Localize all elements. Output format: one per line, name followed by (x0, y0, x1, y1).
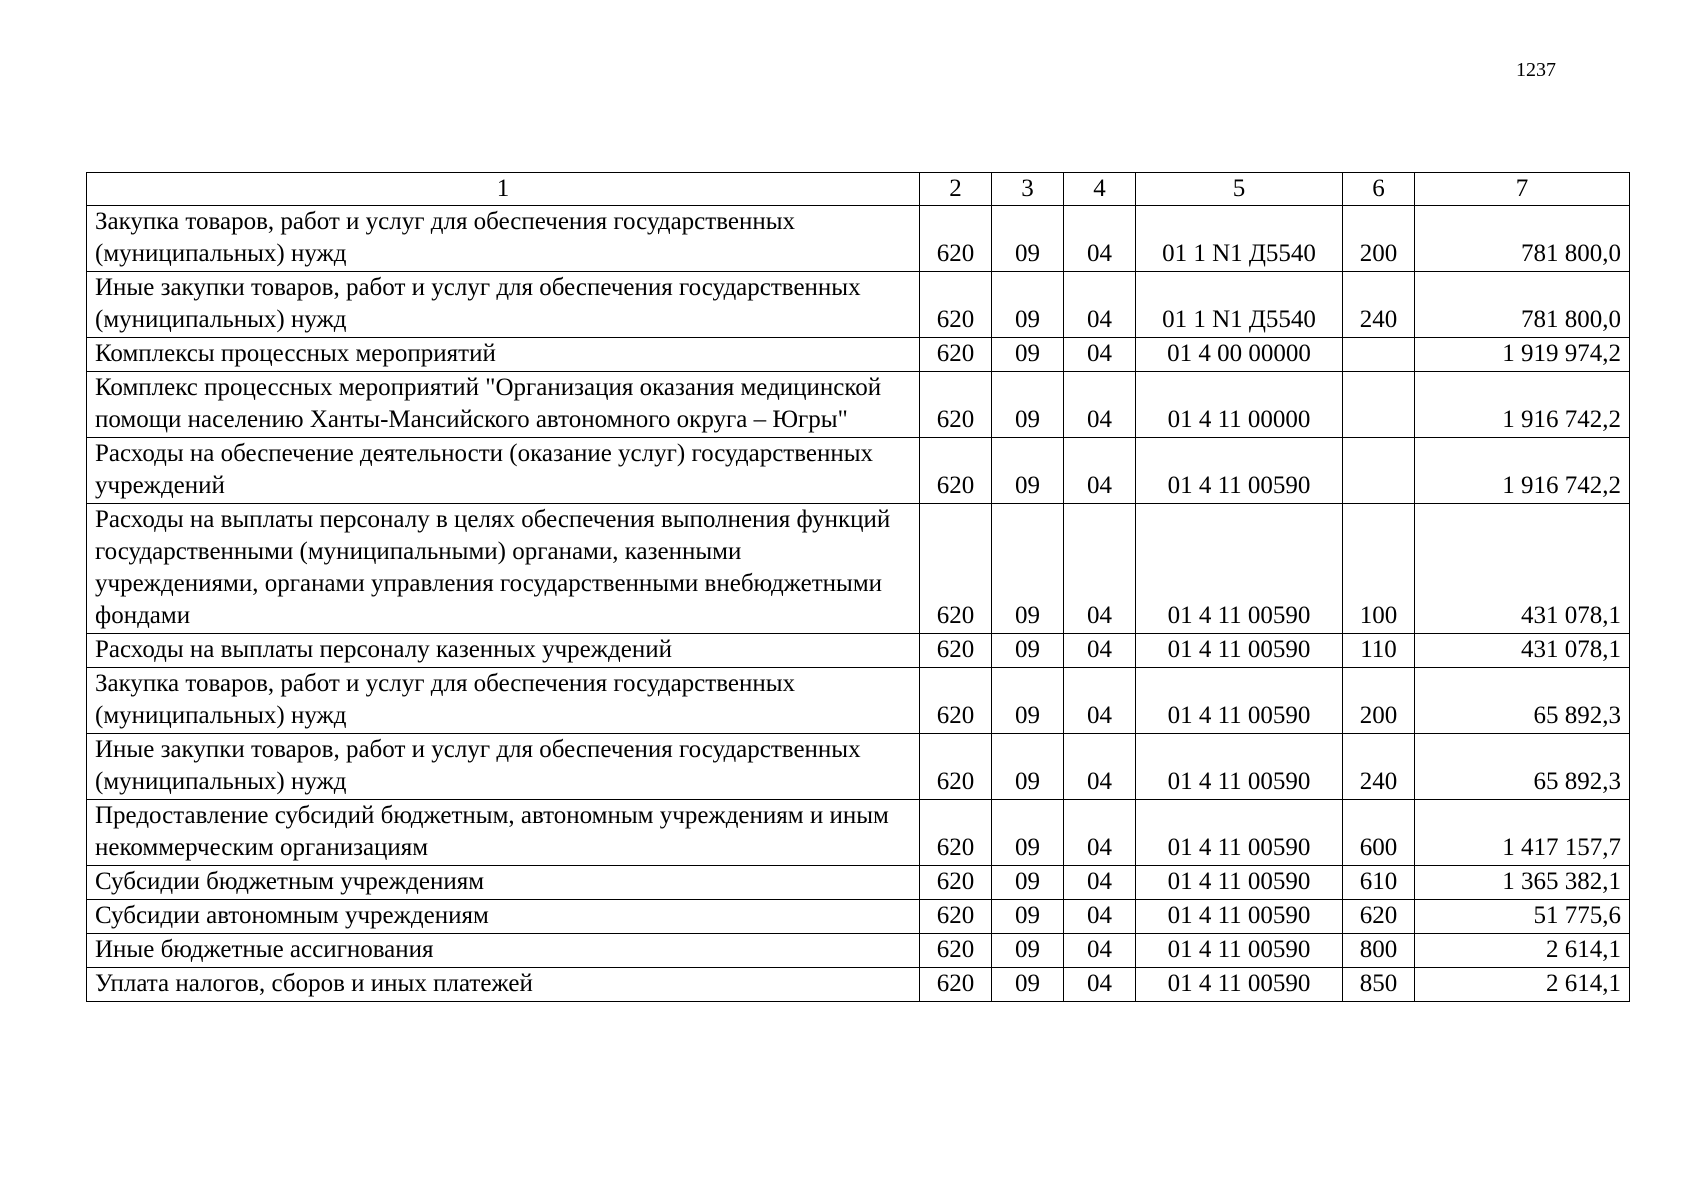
amount-cell: 51 775,6 (1415, 900, 1630, 934)
expense-type-cell: 610 (1343, 866, 1415, 900)
target-article-cell: 01 1 N1 Д5540 (1136, 206, 1343, 272)
expense-type-cell: 240 (1343, 272, 1415, 338)
expense-type-cell: 200 (1343, 206, 1415, 272)
table-row (87, 338, 1630, 372)
amount-cell: 1 417 157,7 (1415, 800, 1630, 866)
subsection-code-cell: 04 (1064, 668, 1136, 734)
section-code-cell: 09 (992, 206, 1064, 272)
admin-code-cell: 620 (920, 800, 992, 866)
target-article-cell: 01 4 11 00590 (1136, 438, 1343, 504)
budget-table (86, 172, 1630, 1002)
subsection-code-cell: 04 (1064, 900, 1136, 934)
subsection-code-cell: 04 (1064, 800, 1136, 866)
target-article-cell: 01 4 11 00590 (1136, 668, 1343, 734)
subsection-code-cell: 04 (1064, 372, 1136, 438)
expense-type-cell: 800 (1343, 934, 1415, 968)
table-body (87, 206, 1630, 1002)
column-header: 7 (1415, 173, 1630, 206)
subsection-code-cell: 04 (1064, 272, 1136, 338)
expense-type-cell (1343, 438, 1415, 504)
target-article-cell: 01 4 00 00000 (1136, 338, 1343, 372)
target-article-cell: 01 4 11 00590 (1136, 968, 1343, 1002)
subsection-code-cell: 04 (1064, 934, 1136, 968)
row-name-cell: Уплата налогов, сборов и иных платежей (87, 968, 920, 1002)
table-row (87, 272, 1630, 338)
row-name-cell: Расходы на выплаты персоналу в целях обеспечения выполнения функций государственными (муниципальными) органами, казенными учреждениями, органами управления государственными внебюджетными фондами (87, 504, 920, 634)
table-row (87, 668, 1630, 734)
row-name-cell: Комплексы процессных мероприятий (87, 338, 920, 372)
amount-cell: 65 892,3 (1415, 668, 1630, 734)
column-header: 1 (87, 173, 920, 206)
subsection-code-cell: 04 (1064, 734, 1136, 800)
row-name-cell: Иные закупки товаров, работ и услуг для обеспечения государственных (муниципальных) нужд (87, 734, 920, 800)
admin-code-cell: 620 (920, 934, 992, 968)
table-row (87, 438, 1630, 504)
target-article-cell: 01 1 N1 Д5540 (1136, 272, 1343, 338)
row-name-cell: Предоставление субсидий бюджетным, автономным учреждениям и иным некоммерческим организациям (87, 800, 920, 866)
admin-code-cell: 620 (920, 866, 992, 900)
row-name-cell: Субсидии бюджетным учреждениям (87, 866, 920, 900)
admin-code-cell: 620 (920, 272, 992, 338)
section-code-cell: 09 (992, 934, 1064, 968)
amount-cell: 431 078,1 (1415, 504, 1630, 634)
row-name-cell: Субсидии автономным учреждениям (87, 900, 920, 934)
amount-cell: 2 614,1 (1415, 934, 1630, 968)
subsection-code-cell: 04 (1064, 968, 1136, 1002)
table-row (87, 504, 1630, 634)
column-header: 3 (992, 173, 1064, 206)
subsection-code-cell: 04 (1064, 338, 1136, 372)
amount-cell: 781 800,0 (1415, 272, 1630, 338)
table-row (87, 206, 1630, 272)
subsection-code-cell: 04 (1064, 206, 1136, 272)
section-code-cell: 09 (992, 438, 1064, 504)
header-row (87, 173, 1630, 206)
page-number: 1237 (1516, 59, 1556, 81)
admin-code-cell: 620 (920, 634, 992, 668)
table-row (87, 900, 1630, 934)
row-name-cell: Закупка товаров, работ и услуг для обеспечения государственных (муниципальных) нужд (87, 668, 920, 734)
expense-type-cell: 110 (1343, 634, 1415, 668)
table-row (87, 372, 1630, 438)
section-code-cell: 09 (992, 900, 1064, 934)
column-header: 6 (1343, 173, 1415, 206)
admin-code-cell: 620 (920, 438, 992, 504)
table-row (87, 866, 1630, 900)
subsection-code-cell: 04 (1064, 866, 1136, 900)
admin-code-cell: 620 (920, 900, 992, 934)
admin-code-cell: 620 (920, 734, 992, 800)
row-name-cell: Закупка товаров, работ и услуг для обеспечения государственных (муниципальных) нужд (87, 206, 920, 272)
section-code-cell: 09 (992, 866, 1064, 900)
row-name-cell: Комплекс процессных мероприятий "Организация оказания медицинской помощи населению Ханты-Мансийского автономного округа – Югры" (87, 372, 920, 438)
table-row (87, 800, 1630, 866)
admin-code-cell: 620 (920, 338, 992, 372)
admin-code-cell: 620 (920, 968, 992, 1002)
target-article-cell: 01 4 11 00000 (1136, 372, 1343, 438)
amount-cell: 781 800,0 (1415, 206, 1630, 272)
target-article-cell: 01 4 11 00590 (1136, 866, 1343, 900)
admin-code-cell: 620 (920, 206, 992, 272)
target-article-cell: 01 4 11 00590 (1136, 900, 1343, 934)
section-code-cell: 09 (992, 800, 1064, 866)
subsection-code-cell: 04 (1064, 504, 1136, 634)
expense-type-cell: 100 (1343, 504, 1415, 634)
amount-cell: 1 919 974,2 (1415, 338, 1630, 372)
target-article-cell: 01 4 11 00590 (1136, 800, 1343, 866)
amount-cell: 431 078,1 (1415, 634, 1630, 668)
section-code-cell: 09 (992, 272, 1064, 338)
table-row (87, 968, 1630, 1002)
section-code-cell: 09 (992, 504, 1064, 634)
section-code-cell: 09 (992, 372, 1064, 438)
subsection-code-cell: 04 (1064, 438, 1136, 504)
expense-type-cell: 600 (1343, 800, 1415, 866)
expense-type-cell (1343, 338, 1415, 372)
admin-code-cell: 620 (920, 504, 992, 634)
row-name-cell: Расходы на выплаты персоналу казенных учреждений (87, 634, 920, 668)
target-article-cell: 01 4 11 00590 (1136, 504, 1343, 634)
section-code-cell: 09 (992, 968, 1064, 1002)
amount-cell: 2 614,1 (1415, 968, 1630, 1002)
amount-cell: 1 365 382,1 (1415, 866, 1630, 900)
subsection-code-cell: 04 (1064, 634, 1136, 668)
expense-type-cell: 620 (1343, 900, 1415, 934)
target-article-cell: 01 4 11 00590 (1136, 734, 1343, 800)
section-code-cell: 09 (992, 734, 1064, 800)
expense-type-cell: 240 (1343, 734, 1415, 800)
section-code-cell: 09 (992, 668, 1064, 734)
expense-type-cell: 200 (1343, 668, 1415, 734)
amount-cell: 65 892,3 (1415, 734, 1630, 800)
admin-code-cell: 620 (920, 668, 992, 734)
target-article-cell: 01 4 11 00590 (1136, 634, 1343, 668)
admin-code-cell: 620 (920, 372, 992, 438)
section-code-cell: 09 (992, 338, 1064, 372)
column-header: 2 (920, 173, 992, 206)
table-row (87, 934, 1630, 968)
column-header: 4 (1064, 173, 1136, 206)
amount-cell: 1 916 742,2 (1415, 372, 1630, 438)
expense-type-cell: 850 (1343, 968, 1415, 1002)
amount-cell: 1 916 742,2 (1415, 438, 1630, 504)
expense-type-cell (1343, 372, 1415, 438)
table-row (87, 734, 1630, 800)
row-name-cell: Расходы на обеспечение деятельности (оказание услуг) государственных учреждений (87, 438, 920, 504)
target-article-cell: 01 4 11 00590 (1136, 934, 1343, 968)
table-row (87, 634, 1630, 668)
row-name-cell: Иные бюджетные ассигнования (87, 934, 920, 968)
section-code-cell: 09 (992, 634, 1064, 668)
column-header: 5 (1136, 173, 1343, 206)
row-name-cell: Иные закупки товаров, работ и услуг для обеспечения государственных (муниципальных) нужд (87, 272, 920, 338)
